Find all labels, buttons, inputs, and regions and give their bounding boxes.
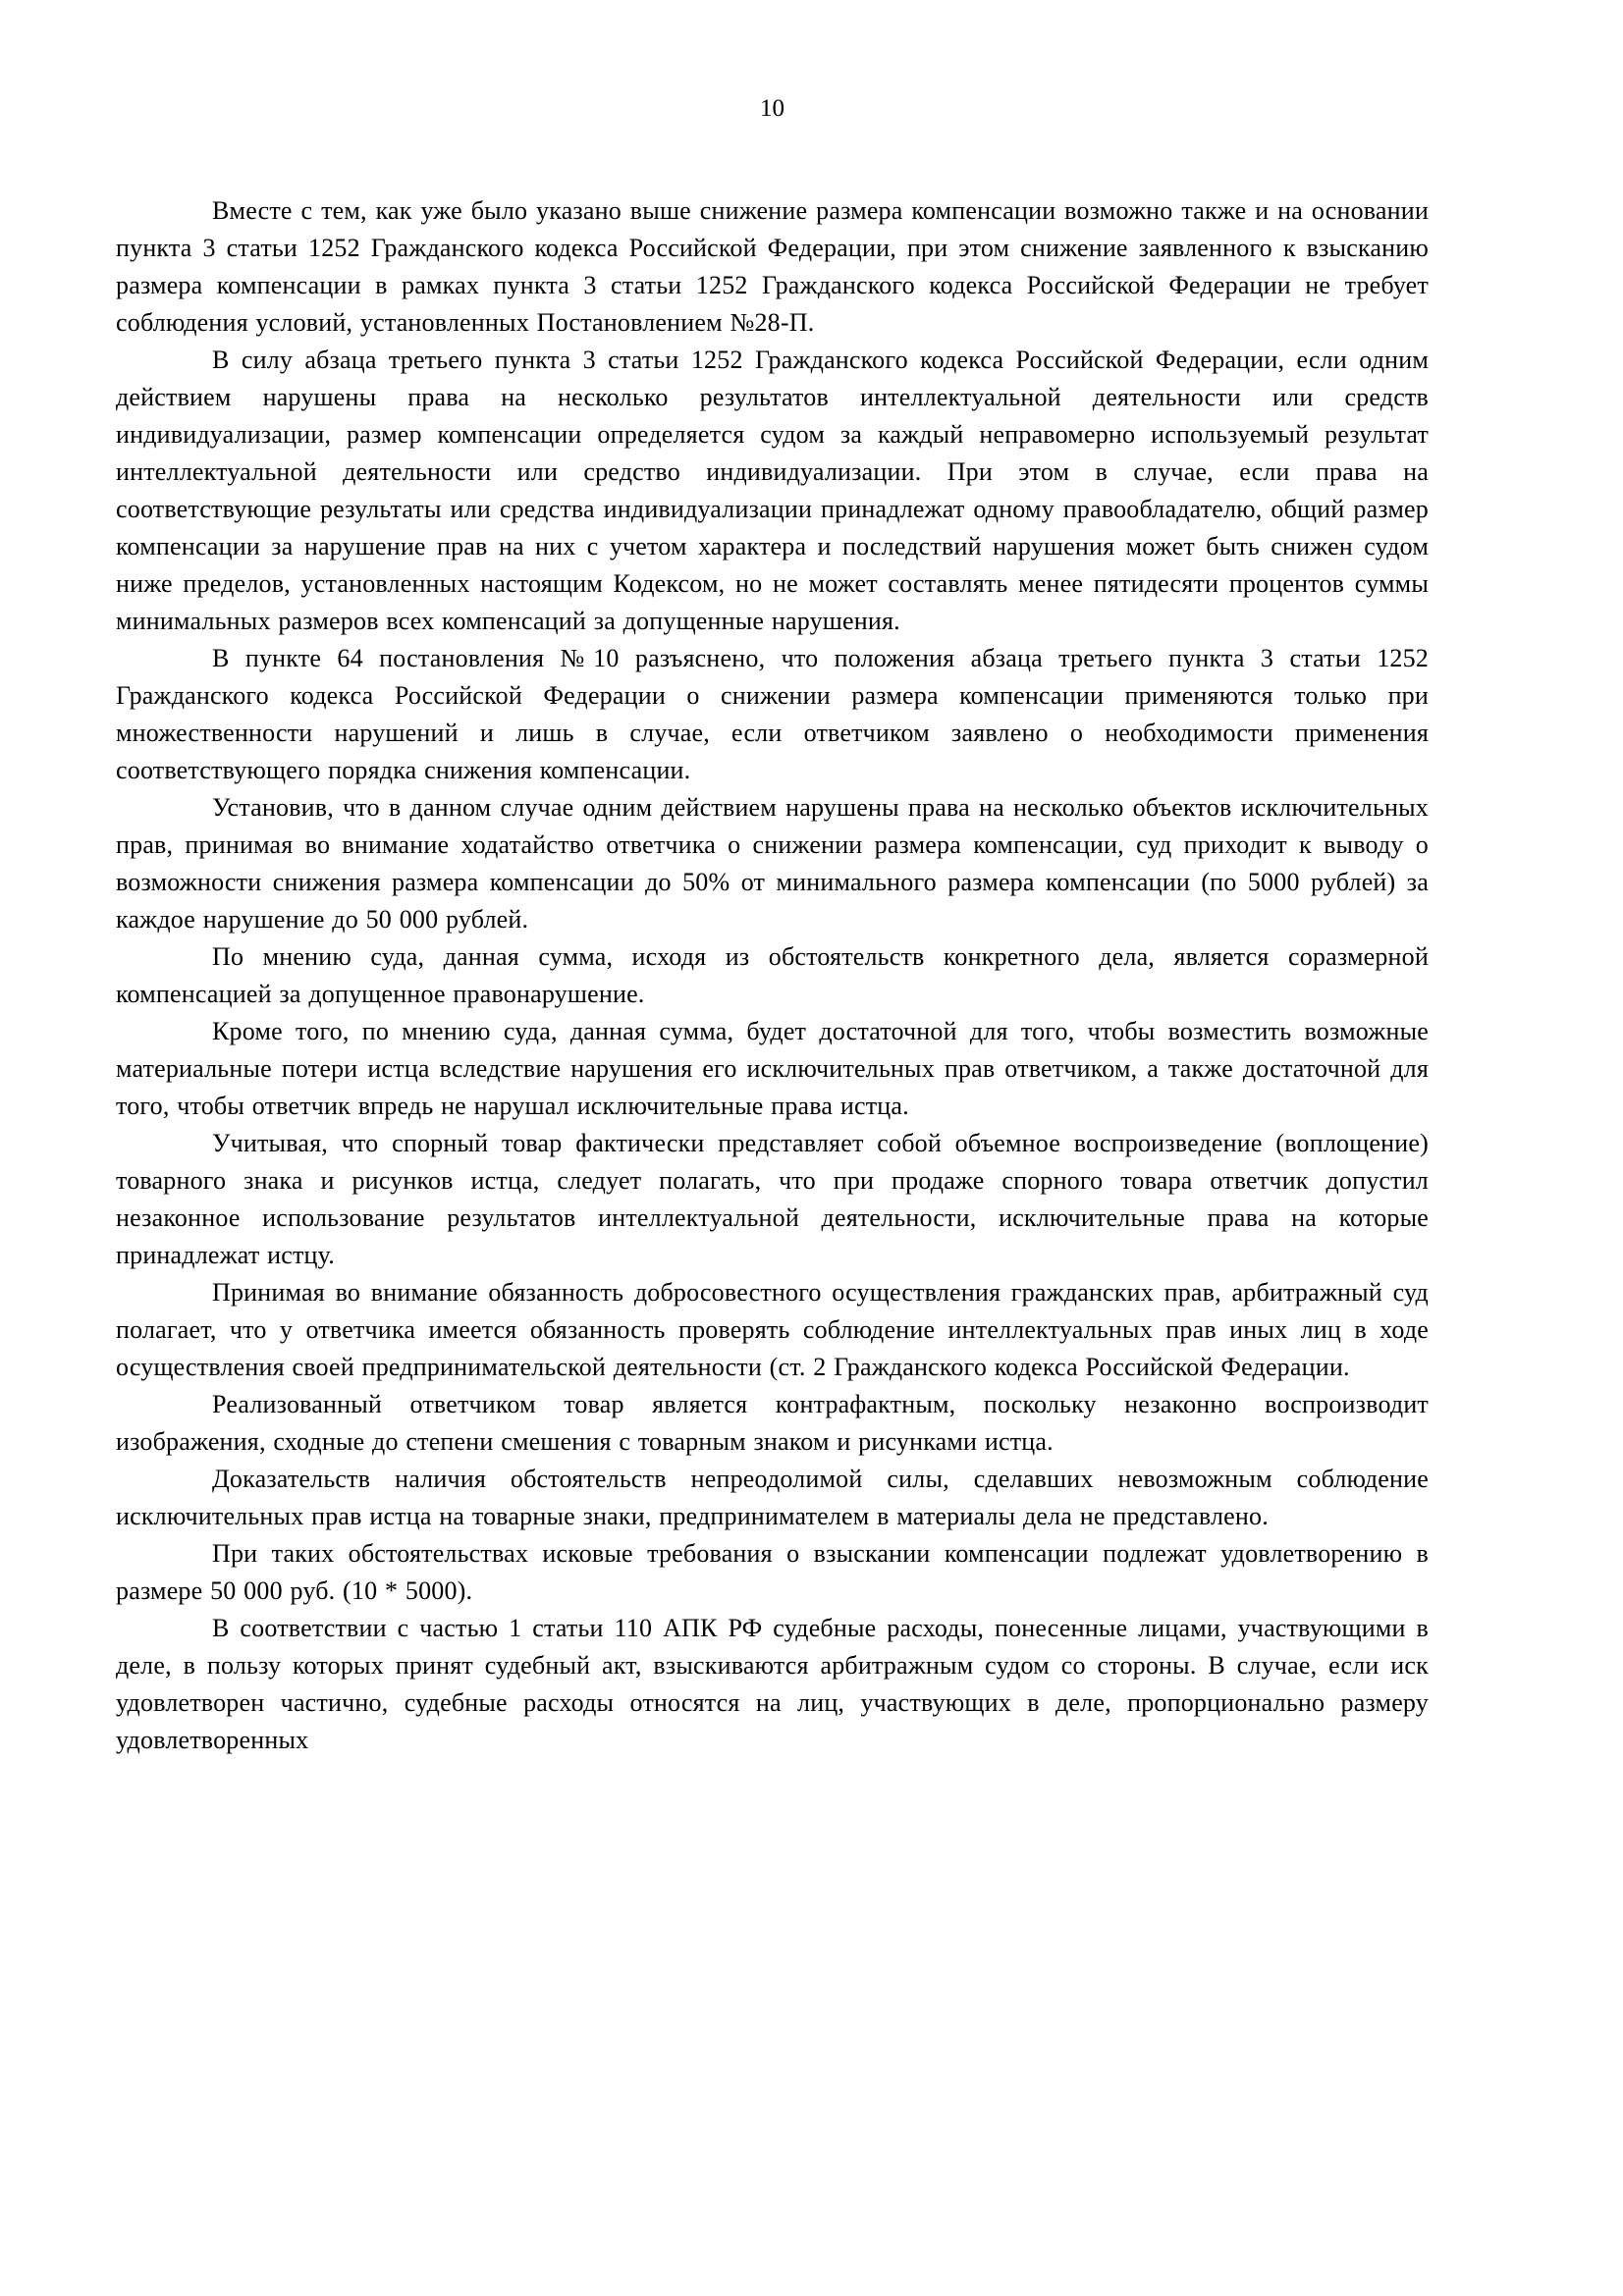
paragraph: Доказательств наличия обстоятельств непреодолимой силы, сделавших невозможным соблюдение исключительных прав истца на товарные знаки, предпринимателем в материалы дела не представлено. [116, 1465, 1429, 1530]
paragraph: Вместе с тем, как уже было указано выше снижение размера компенсации возможно также и на основании пункта 3 статьи 1252 Гражданского кодекса Российской Федерации, при этом снижение заявленного к взысканию размера компенсации в рамках пункта 3 статьи 1252 Гражданского кодекса Российской Федерации не требует соблюдения условий, установленных Постановлением №28-П. [116, 196, 1429, 337]
paragraph: В соответствии с частью 1 статьи 110 АПК РФ судебные расходы, понесенные лицами, участвующими в деле, в пользу которых принят судебный акт, взыскиваются арбитражным судом со стороны. В случае, если иск удовлетворен частично, судебные расходы относятся на лиц, участвующих в деле, пропорционально размеру удовлетворенных [116, 1614, 1429, 1754]
paragraph: Реализованный ответчиком товар является контрафактным, поскольку незаконно воспроизводит изображения, сходные до степени смешения с товарным знаком и рисунками истца. [116, 1390, 1429, 1456]
paragraph: Учитывая, что спорный товар фактически представляет собой объемное воспроизведение (воплощение) товарного знака и рисунков истца, следует полагать, что при продаже спорного товара ответчик допустил незаконное использование результатов интеллектуальной деятельности, исключительные права на которые принадлежат истцу. [116, 1129, 1429, 1269]
paragraph: При таких обстоятельствах исковые требования о взыскании компенсации подлежат удовлетворению в размере 50 000 руб. (10 * 5000). [116, 1539, 1429, 1605]
paragraph: Кроме того, по мнению суда, данная сумма, будет достаточной для того, чтобы возместить возможные материальные потери истца вследствие нарушения его исключительных прав ответчиком, а также достаточной для того, чтобы ответчик впредь не нарушал исключительные права истца. [116, 1017, 1429, 1120]
paragraph: Принимая во внимание обязанность добросовестного осуществления гражданских прав, арбитражный суд полагает, что у ответчика имеется обязанность проверять соблюдение интеллектуальных прав иных лиц в ходе осуществления своей предпринимательской деятельности (ст. 2 Гражданского кодекса Российской Федерации. [116, 1278, 1429, 1381]
document-body [116, 192, 1429, 1759]
paragraph: В силу абзаца третьего пункта 3 статьи 1252 Гражданского кодекса Российской Федерации, если одним действием нарушены права на несколько результатов интеллектуальной деятельности или средств индивидуализации, размер компенсации определяется судом за каждый неправомерно используемый результат интеллектуальной деятельности или средство индивидуализации. При этом в случае, если права на соответствующие результаты или средства индивидуализации принадлежат одному правообладателю, общий размер компенсации за нарушение прав на них с учетом характера и последствий нарушения может быть снижен судом ниже пределов, установленных настоящим Кодексом, но не может составлять менее пятидесяти процентов суммы минимальных размеров всех компенсаций за допущенные нарушения. [116, 346, 1429, 635]
paragraph: Установив, что в данном случае одним действием нарушены права на несколько объектов исключительных прав, принимая во внимание ходатайство ответчика о снижении размера компенсации, суд приходит к выводу о возможности снижения размера компенсации до 50% от минимального размера компенсации (по 5000 рублей) за каждое нарушение до 50 000 рублей. [116, 793, 1429, 934]
paragraph: В пункте 64 постановления №10 разъяснено, что положения абзаца третьего пункта 3 статьи 1252 Гражданского кодекса Российской Федерации о снижении размера компенсации применяются только при множественности нарушений и лишь в случае, если ответчиком заявлено о необходимости применения соответствующего порядка снижения компенсации. [116, 644, 1429, 784]
page-number: 10 [760, 95, 784, 122]
paragraph: По мнению суда, данная сумма, исходя из обстоятельств конкретного дела, является соразмерной компенсацией за допущенное правонарушение. [116, 942, 1429, 1008]
